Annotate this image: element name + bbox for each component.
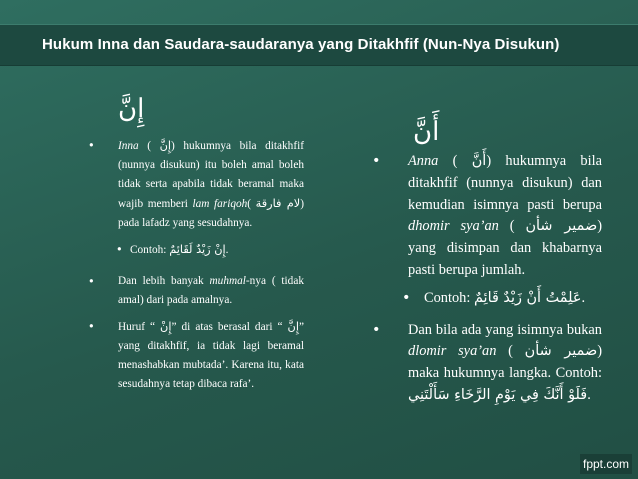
text: . bbox=[581, 289, 586, 306]
text: ) hukumnya bila ditakhfif (nunnya disukun) dan kemudian isimnya pasti berupa bbox=[408, 153, 602, 213]
text: Huruf “ bbox=[118, 321, 161, 333]
term-inna: Inna bbox=[118, 140, 139, 152]
term-dlomir-syaan: dlomir sya’an bbox=[408, 343, 497, 360]
bullet-icon: • bbox=[88, 139, 95, 152]
text: -nya ( tidak amal) dari pada amalnya. bbox=[118, 275, 304, 306]
arabic-inna: إِنَّ bbox=[287, 320, 299, 333]
left-column-heading: إِنَّ bbox=[118, 94, 145, 124]
text: ( bbox=[496, 343, 525, 360]
term-muhmal: muhmal bbox=[209, 275, 246, 287]
watermark-logo: fppt.com bbox=[580, 454, 632, 474]
list-item bbox=[372, 288, 602, 310]
term-anna: Anna bbox=[408, 153, 439, 169]
list-item bbox=[88, 317, 304, 394]
text: Dan lebih banyak bbox=[118, 275, 210, 287]
text: ” di atas berasal dari “ bbox=[171, 321, 288, 333]
text: Dan bila ada yang isimnya bukan bbox=[408, 321, 602, 338]
bullet-icon: • bbox=[402, 289, 411, 306]
arabic-anna: أَنَّ bbox=[471, 153, 487, 169]
bullet-icon: • bbox=[116, 243, 123, 256]
text: ( bbox=[498, 218, 526, 235]
text: . bbox=[587, 386, 591, 403]
text: ( bbox=[138, 140, 160, 152]
arabic-in: إِنْ bbox=[160, 320, 172, 333]
arabic-example: فَلَوْ أَنَّكَ فِي يَوْمِ الرَّخَاءِ سَأَلْتَنِي bbox=[408, 386, 588, 403]
bullet-icon: • bbox=[88, 275, 95, 288]
text: ” yang ditakhfif, ia tidak lagi beramal menashabkan mubtada’. Karena itu, kata sesudahnya tetap dibaca rafa’. bbox=[118, 321, 304, 390]
text: ) maka hukumnya langka. Contoh: bbox=[408, 343, 602, 382]
text: ( bbox=[438, 153, 472, 169]
example-label: Contoh: bbox=[130, 244, 170, 256]
list-item bbox=[372, 320, 602, 407]
bullet-icon: • bbox=[372, 321, 381, 338]
slide-title: Hukum Inna dan Saudara-saudaranya yang Ditakhfif (Nun-Nya Disukun) bbox=[42, 36, 560, 53]
text: ) hukumnya bila ditakhfif (nunnya disukun) itu boleh amal boleh tidak serta apabila tidak beramal maka wajib memberi bbox=[118, 140, 304, 210]
example-label: Contoh: bbox=[424, 289, 474, 306]
arabic-dhomir-syaan: ضمير شأن bbox=[524, 343, 598, 360]
text: ) pada lafadz yang sesudahnya. bbox=[118, 198, 304, 229]
list-item bbox=[372, 151, 602, 282]
text: . bbox=[225, 244, 229, 256]
text: ) yang disimpan dan khabarnya pasti berupa jumlah. bbox=[408, 218, 602, 278]
bullet-icon: • bbox=[372, 153, 381, 169]
right-column-heading: أَنَّ bbox=[413, 117, 440, 147]
list-item bbox=[88, 240, 304, 260]
right-bullet-list bbox=[372, 151, 602, 413]
arabic-lam-fariqoh: لام فارقة bbox=[255, 197, 301, 210]
list-item bbox=[88, 136, 304, 233]
text: ( bbox=[247, 198, 256, 210]
term-lam-fariqoh: lam fariqoh bbox=[192, 198, 248, 210]
arabic-inna: إِنَّ bbox=[159, 139, 172, 152]
bullet-icon: • bbox=[88, 320, 95, 333]
arabic-example: عَلِمْتُ أَنْ زَيْدٌ قَائِمٌ bbox=[473, 289, 582, 306]
term-dhomir-syaan: dhomir sya’an bbox=[408, 218, 499, 235]
arabic-example: إِنْ زَيْدٌ لَقَائِمٌ bbox=[169, 243, 226, 256]
left-bullet-list bbox=[88, 136, 304, 401]
arabic-dhomir-syaan: ضمير شأن bbox=[525, 218, 598, 235]
list-item bbox=[88, 272, 304, 310]
